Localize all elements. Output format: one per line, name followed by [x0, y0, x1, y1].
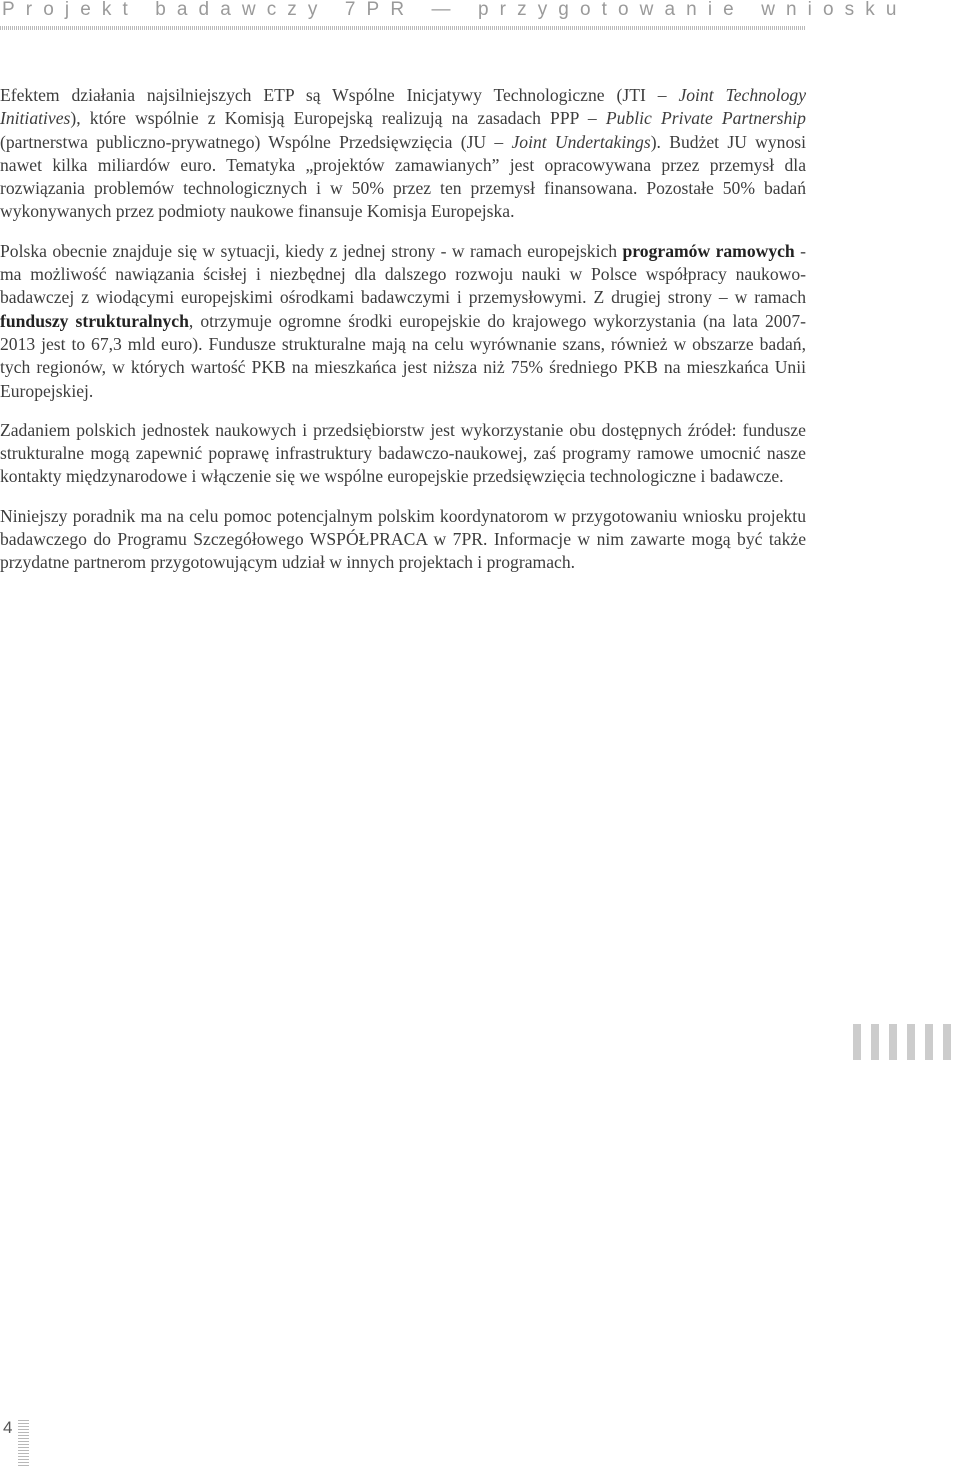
paragraph-guide: Niniejszy poradnik ma na celu pomoc potencjalnym polskim koordynatorom w przygotowaniu wniosku projektu badawczego do Programu Szczegółowego WSPÓŁPRACA w 7PR. Informacje w nim zawarte mogą być także przydatne partnerom przygotowującym udział w innych projektach i programach. [0, 505, 806, 573]
body-text [0, 84, 806, 591]
paragraph-poland [0, 240, 806, 403]
text-segment: ), które wspólnie z Komisją Europejską realizują na zasadach PPP – [70, 108, 606, 129]
page-number: 4 [3, 1418, 13, 1437]
paragraph-jti [0, 84, 806, 224]
text-segment: (partnerstwa publiczno-prywatnego) Wspólne Przedsięwzięcia (JU – [0, 131, 512, 152]
italic-term: Public Private Partnership [605, 108, 806, 129]
text-segment: ). Budżet JU wynosi nawet kilka miliardów euro. Tematyka „projektów zamawianych” jest opracowywana przez przemysł dla rozwiązania problemów technologicznych i w 50% przez ten przemysł finansowana. Pozostałe 50% badań wykonywanych przez podmioty naukowe finansuje Komisja Europejska. [0, 131, 806, 222]
paragraph-tasks: Zadaniem polskich jednostek naukowych i przedsiębiorstw jest wykorzystanie obu dostępnych źródeł: fundusze strukturalne mogą zapewnić poprawę infrastruktury badawczo-naukowej, zaś programy ramowe umocnić nasze kontakty międzynarodowe i włączenie się we wspólne europejskie przedsięwzięcia technologiczne i badawcze. [0, 419, 806, 487]
text-segment: - ma możliwość nawiązania ścisłej i niezbędnej dla dalszego rozwoju nauki w Polsce współpracy naukowo-badawczej z wiodącymi europejskimi ośrodkami badawczymi i przemysłowymi. Z drugiej strony – w ramach [0, 240, 807, 308]
footer-decorative-lines [18, 1420, 29, 1468]
header-dotted-rule [0, 26, 806, 30]
text-segment: Efektem działania najsilniejszych ETP są Wspólne Inicjatywy Technologiczne (JTI – [0, 85, 679, 105]
running-header [0, 0, 960, 34]
decorative-bars [853, 1024, 960, 1060]
text-segment: , otrzymuje ogromne środki europejskie do krajowego wykorzystania (na lata 2007-2013 jest to 67,3 mld euro). Fundusze strukturalne mają na celu wyrównanie szans, również w obszarze badań, tych regionów, w których wartość PKB na mieszkańca jest niższa niż 75% średniego PKB na mieszkańca Unii Europejskiej. [0, 310, 806, 401]
text-segment: Polska obecnie znajduje się w sytuacji, kiedy z jednej strony - w ramach europejskich [0, 240, 623, 261]
bold-term: funduszy strukturalnych [0, 310, 189, 331]
bold-term: programów ramowych [622, 240, 795, 261]
italic-term: Joint Undertakings [511, 131, 651, 152]
italic-term: Joint Technology Initiatives [0, 85, 806, 129]
header-title: Projekt badawczy 7PR — przygotowanie wniosku [2, 0, 908, 20]
